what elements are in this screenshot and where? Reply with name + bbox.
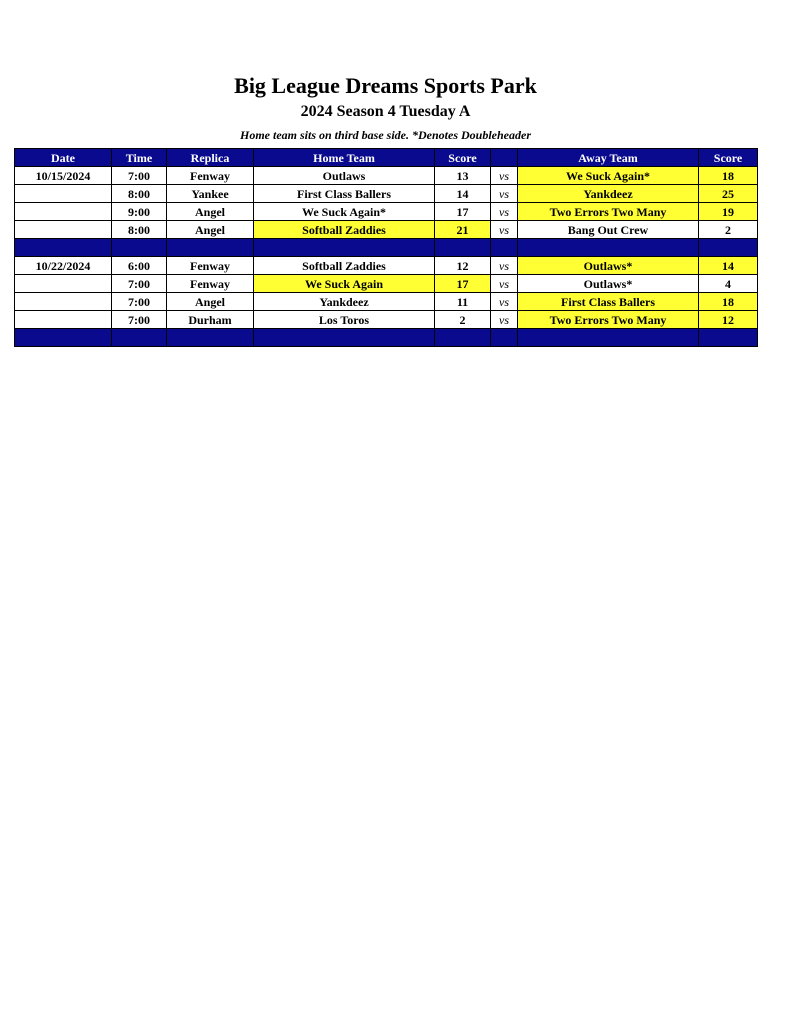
away-team: Yankdeez: [518, 185, 699, 203]
home-team: We Suck Again: [254, 275, 435, 293]
away-score: 2: [699, 221, 758, 239]
away-team: Bang Out Crew: [518, 221, 699, 239]
away-score: 25: [699, 185, 758, 203]
col-header-date: Date: [15, 149, 112, 167]
game-time: 7:00: [112, 293, 167, 311]
away-score: 14: [699, 257, 758, 275]
game-row: [15, 167, 758, 185]
game-replica: Angel: [167, 293, 254, 311]
home-team: Yankdeez: [254, 293, 435, 311]
away-team: Two Errors Two Many: [518, 311, 699, 329]
game-replica: Durham: [167, 311, 254, 329]
col-header-time: Time: [112, 149, 167, 167]
game-time: 8:00: [112, 221, 167, 239]
vs-label: vs: [491, 221, 518, 239]
vs-label: vs: [491, 293, 518, 311]
vs-label: vs: [491, 257, 518, 275]
game-date: [15, 311, 112, 329]
away-team: We Suck Again*: [518, 167, 699, 185]
game-date: 10/15/2024: [15, 167, 112, 185]
game-time: 8:00: [112, 185, 167, 203]
game-replica: Angel: [167, 221, 254, 239]
col-header-away-team: Away Team: [518, 149, 699, 167]
separator-cell: [518, 329, 699, 347]
away-score: 19: [699, 203, 758, 221]
game-time: 9:00: [112, 203, 167, 221]
home-score: 2: [435, 311, 491, 329]
game-row: [15, 185, 758, 203]
away-score: 12: [699, 311, 758, 329]
vs-label: vs: [491, 275, 518, 293]
home-score: 17: [435, 203, 491, 221]
game-time: 7:00: [112, 275, 167, 293]
season-subtitle: 2024 Season 4 Tuesday A: [300, 103, 471, 120]
game-time: 7:00: [112, 311, 167, 329]
game-date: [15, 221, 112, 239]
home-score: 12: [435, 257, 491, 275]
game-replica: Fenway: [167, 257, 254, 275]
week-separator-row: [15, 329, 758, 347]
game-date: [15, 203, 112, 221]
col-header-home-score: Score: [435, 149, 491, 167]
separator-cell: [112, 329, 167, 347]
separator-cell: [254, 239, 435, 257]
page-title: Big League Dreams Sports Park: [234, 73, 537, 98]
game-time: 6:00: [112, 257, 167, 275]
game-row: [15, 311, 758, 329]
game-row: [15, 257, 758, 275]
vs-label: vs: [491, 167, 518, 185]
separator-cell: [435, 239, 491, 257]
game-replica: Yankee: [167, 185, 254, 203]
separator-cell: [491, 329, 518, 347]
home-score: 21: [435, 221, 491, 239]
separator-cell: [167, 239, 254, 257]
home-team: First Class Ballers: [254, 185, 435, 203]
away-score: 18: [699, 293, 758, 311]
home-team: Outlaws: [254, 167, 435, 185]
away-score: 4: [699, 275, 758, 293]
game-date: [15, 275, 112, 293]
home-score: 13: [435, 167, 491, 185]
away-team: First Class Ballers: [518, 293, 699, 311]
schedule-table: [14, 148, 758, 347]
col-header-vs: [491, 149, 518, 167]
away-team: Two Errors Two Many: [518, 203, 699, 221]
separator-cell: [112, 239, 167, 257]
separator-cell: [491, 239, 518, 257]
game-date: [15, 293, 112, 311]
separator-cell: [435, 329, 491, 347]
schedule-body: [15, 167, 758, 347]
vs-label: vs: [491, 311, 518, 329]
header-row: [15, 149, 758, 167]
game-replica: Fenway: [167, 167, 254, 185]
vs-label: vs: [491, 185, 518, 203]
home-score: 17: [435, 275, 491, 293]
col-header-home-team: Home Team: [254, 149, 435, 167]
separator-cell: [699, 239, 758, 257]
separator-cell: [15, 329, 112, 347]
game-row: [15, 293, 758, 311]
home-team: Softball Zaddies: [254, 257, 435, 275]
schedule-note: Home team sits on third base side. *Denotes Doubleheader: [240, 128, 531, 142]
separator-cell: [167, 329, 254, 347]
home-team: Los Toros: [254, 311, 435, 329]
game-row: [15, 221, 758, 239]
home-score: 11: [435, 293, 491, 311]
home-team: Softball Zaddies: [254, 221, 435, 239]
col-header-away-score: Score: [699, 149, 758, 167]
separator-cell: [518, 239, 699, 257]
separator-cell: [699, 329, 758, 347]
away-team: Outlaws*: [518, 257, 699, 275]
col-header-replica: Replica: [167, 149, 254, 167]
game-row: [15, 275, 758, 293]
away-score: 18: [699, 167, 758, 185]
game-row: [15, 203, 758, 221]
away-team: Outlaws*: [518, 275, 699, 293]
week-separator-row: [15, 239, 758, 257]
game-time: 7:00: [112, 167, 167, 185]
game-date: [15, 185, 112, 203]
game-date: 10/22/2024: [15, 257, 112, 275]
game-replica: Angel: [167, 203, 254, 221]
separator-cell: [15, 239, 112, 257]
vs-label: vs: [491, 203, 518, 221]
separator-cell: [254, 329, 435, 347]
game-replica: Fenway: [167, 275, 254, 293]
home-team: We Suck Again*: [254, 203, 435, 221]
home-score: 14: [435, 185, 491, 203]
